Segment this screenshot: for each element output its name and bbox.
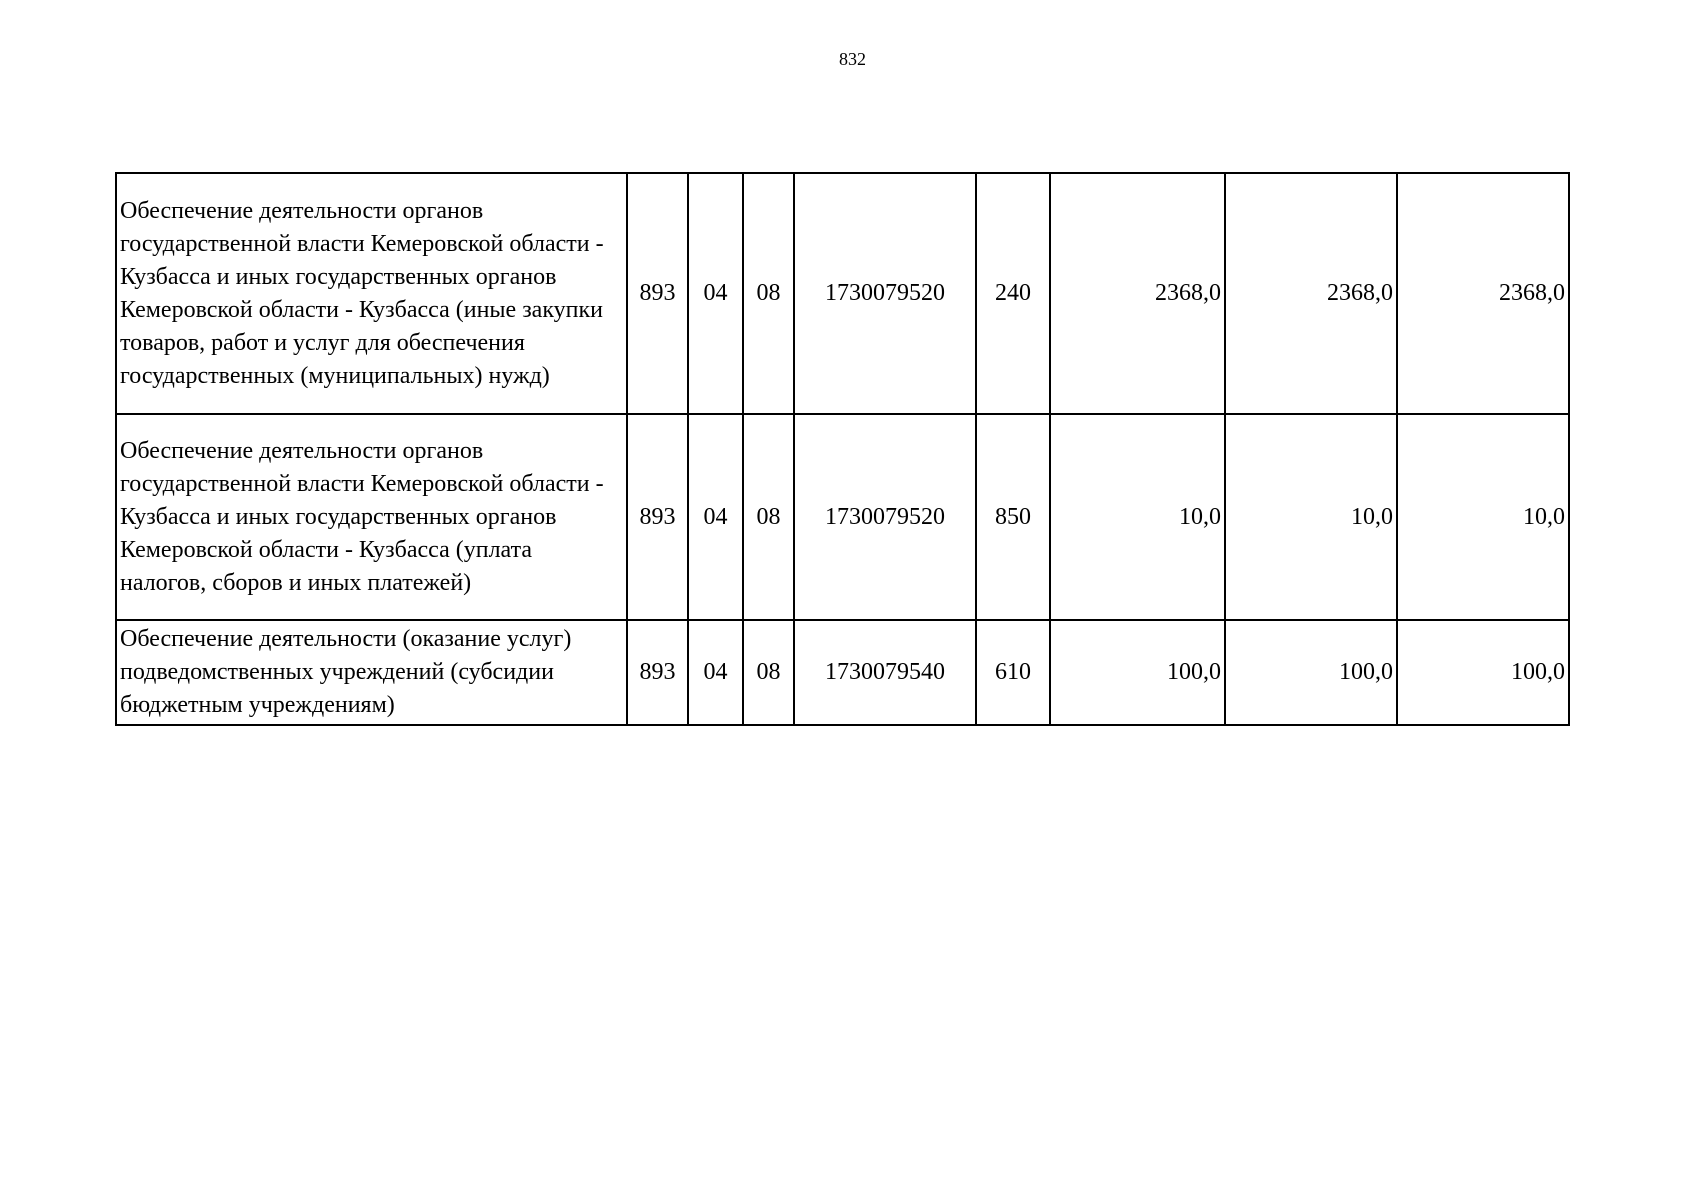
amount-year-2: 2368,0 [1225,173,1397,414]
subsection-code: 08 [743,620,794,725]
expense-type-code: 610 [976,620,1050,725]
section-code: 04 [688,414,743,620]
target-article-code: 1730079520 [794,414,976,620]
ministry-code: 893 [627,620,688,725]
row-description: Обеспечение деятельности (оказание услуг) подведомственных учреждений (субсидии бюджетным учреждениям) [116,620,627,725]
subsection-code: 08 [743,414,794,620]
amount-year-3: 2368,0 [1397,173,1569,414]
amount-year-1: 10,0 [1050,414,1225,620]
target-article-code: 1730079540 [794,620,976,725]
amount-year-2: 100,0 [1225,620,1397,725]
subsection-code: 08 [743,173,794,414]
amount-year-3: 100,0 [1397,620,1569,725]
row-description: Обеспечение деятельности органов государственной власти Кемеровской области - Кузбасса и иных государственных органов Кемеровской области - Кузбасса (иные закупки товаров, работ и услуг для обеспечения государственных (муниципальных) нужд) [116,173,627,414]
row-description: Обеспечение деятельности органов государственной власти Кемеровской области - Кузбасса и иных государственных органов Кемеровской области - Кузбасса (уплата налогов, сборов и иных платежей) [116,414,627,620]
amount-year-2: 10,0 [1225,414,1397,620]
amount-year-3: 10,0 [1397,414,1569,620]
expense-type-code: 850 [976,414,1050,620]
expense-type-code: 240 [976,173,1050,414]
table-row [116,414,1569,620]
section-code: 04 [688,620,743,725]
table-row [116,620,1569,725]
budget-table [115,172,1570,726]
page-number: 832 [839,49,866,69]
ministry-code: 893 [627,173,688,414]
amount-year-1: 100,0 [1050,620,1225,725]
table-row [116,173,1569,414]
ministry-code: 893 [627,414,688,620]
section-code: 04 [688,173,743,414]
target-article-code: 1730079520 [794,173,976,414]
amount-year-1: 2368,0 [1050,173,1225,414]
